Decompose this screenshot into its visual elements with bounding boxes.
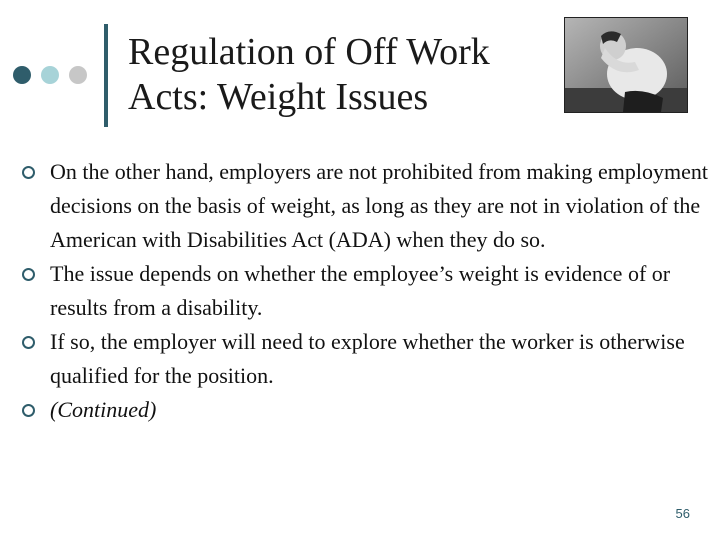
bullet-item <box>18 325 708 393</box>
bullet-item <box>18 155 708 257</box>
decorative-dot-light <box>41 66 59 84</box>
slide-title: Regulation of Off Work Acts: Weight Issues <box>128 31 490 118</box>
bullet-item <box>18 393 708 427</box>
decorative-dot-gray <box>69 66 87 84</box>
circle-bullet-icon <box>22 404 35 417</box>
bullet-text: On the other hand, employers are not prohibited from making employment decisions on the basis of weight, as long as they are not in violation of the American with Disabilities Act (ADA) when they do so. <box>50 159 709 252</box>
decorative-dot-dark <box>13 66 31 84</box>
slide-photo <box>564 17 688 113</box>
person-photo-illustration <box>565 18 687 112</box>
bullet-list <box>18 155 708 427</box>
bullet-item <box>18 257 708 325</box>
bullet-text: The issue depends on whether the employee’s weight is evidence of or results from a disability. <box>50 261 671 320</box>
bullet-text: If so, the employer will need to explore whether the worker is otherwise qualified for the position. <box>50 329 685 388</box>
circle-bullet-icon <box>22 166 35 179</box>
title-divider <box>104 24 108 127</box>
page-number: 56 <box>675 506 690 521</box>
circle-bullet-icon <box>22 268 35 281</box>
circle-bullet-icon <box>22 336 35 349</box>
bullet-text-continued: (Continued) <box>50 397 157 422</box>
